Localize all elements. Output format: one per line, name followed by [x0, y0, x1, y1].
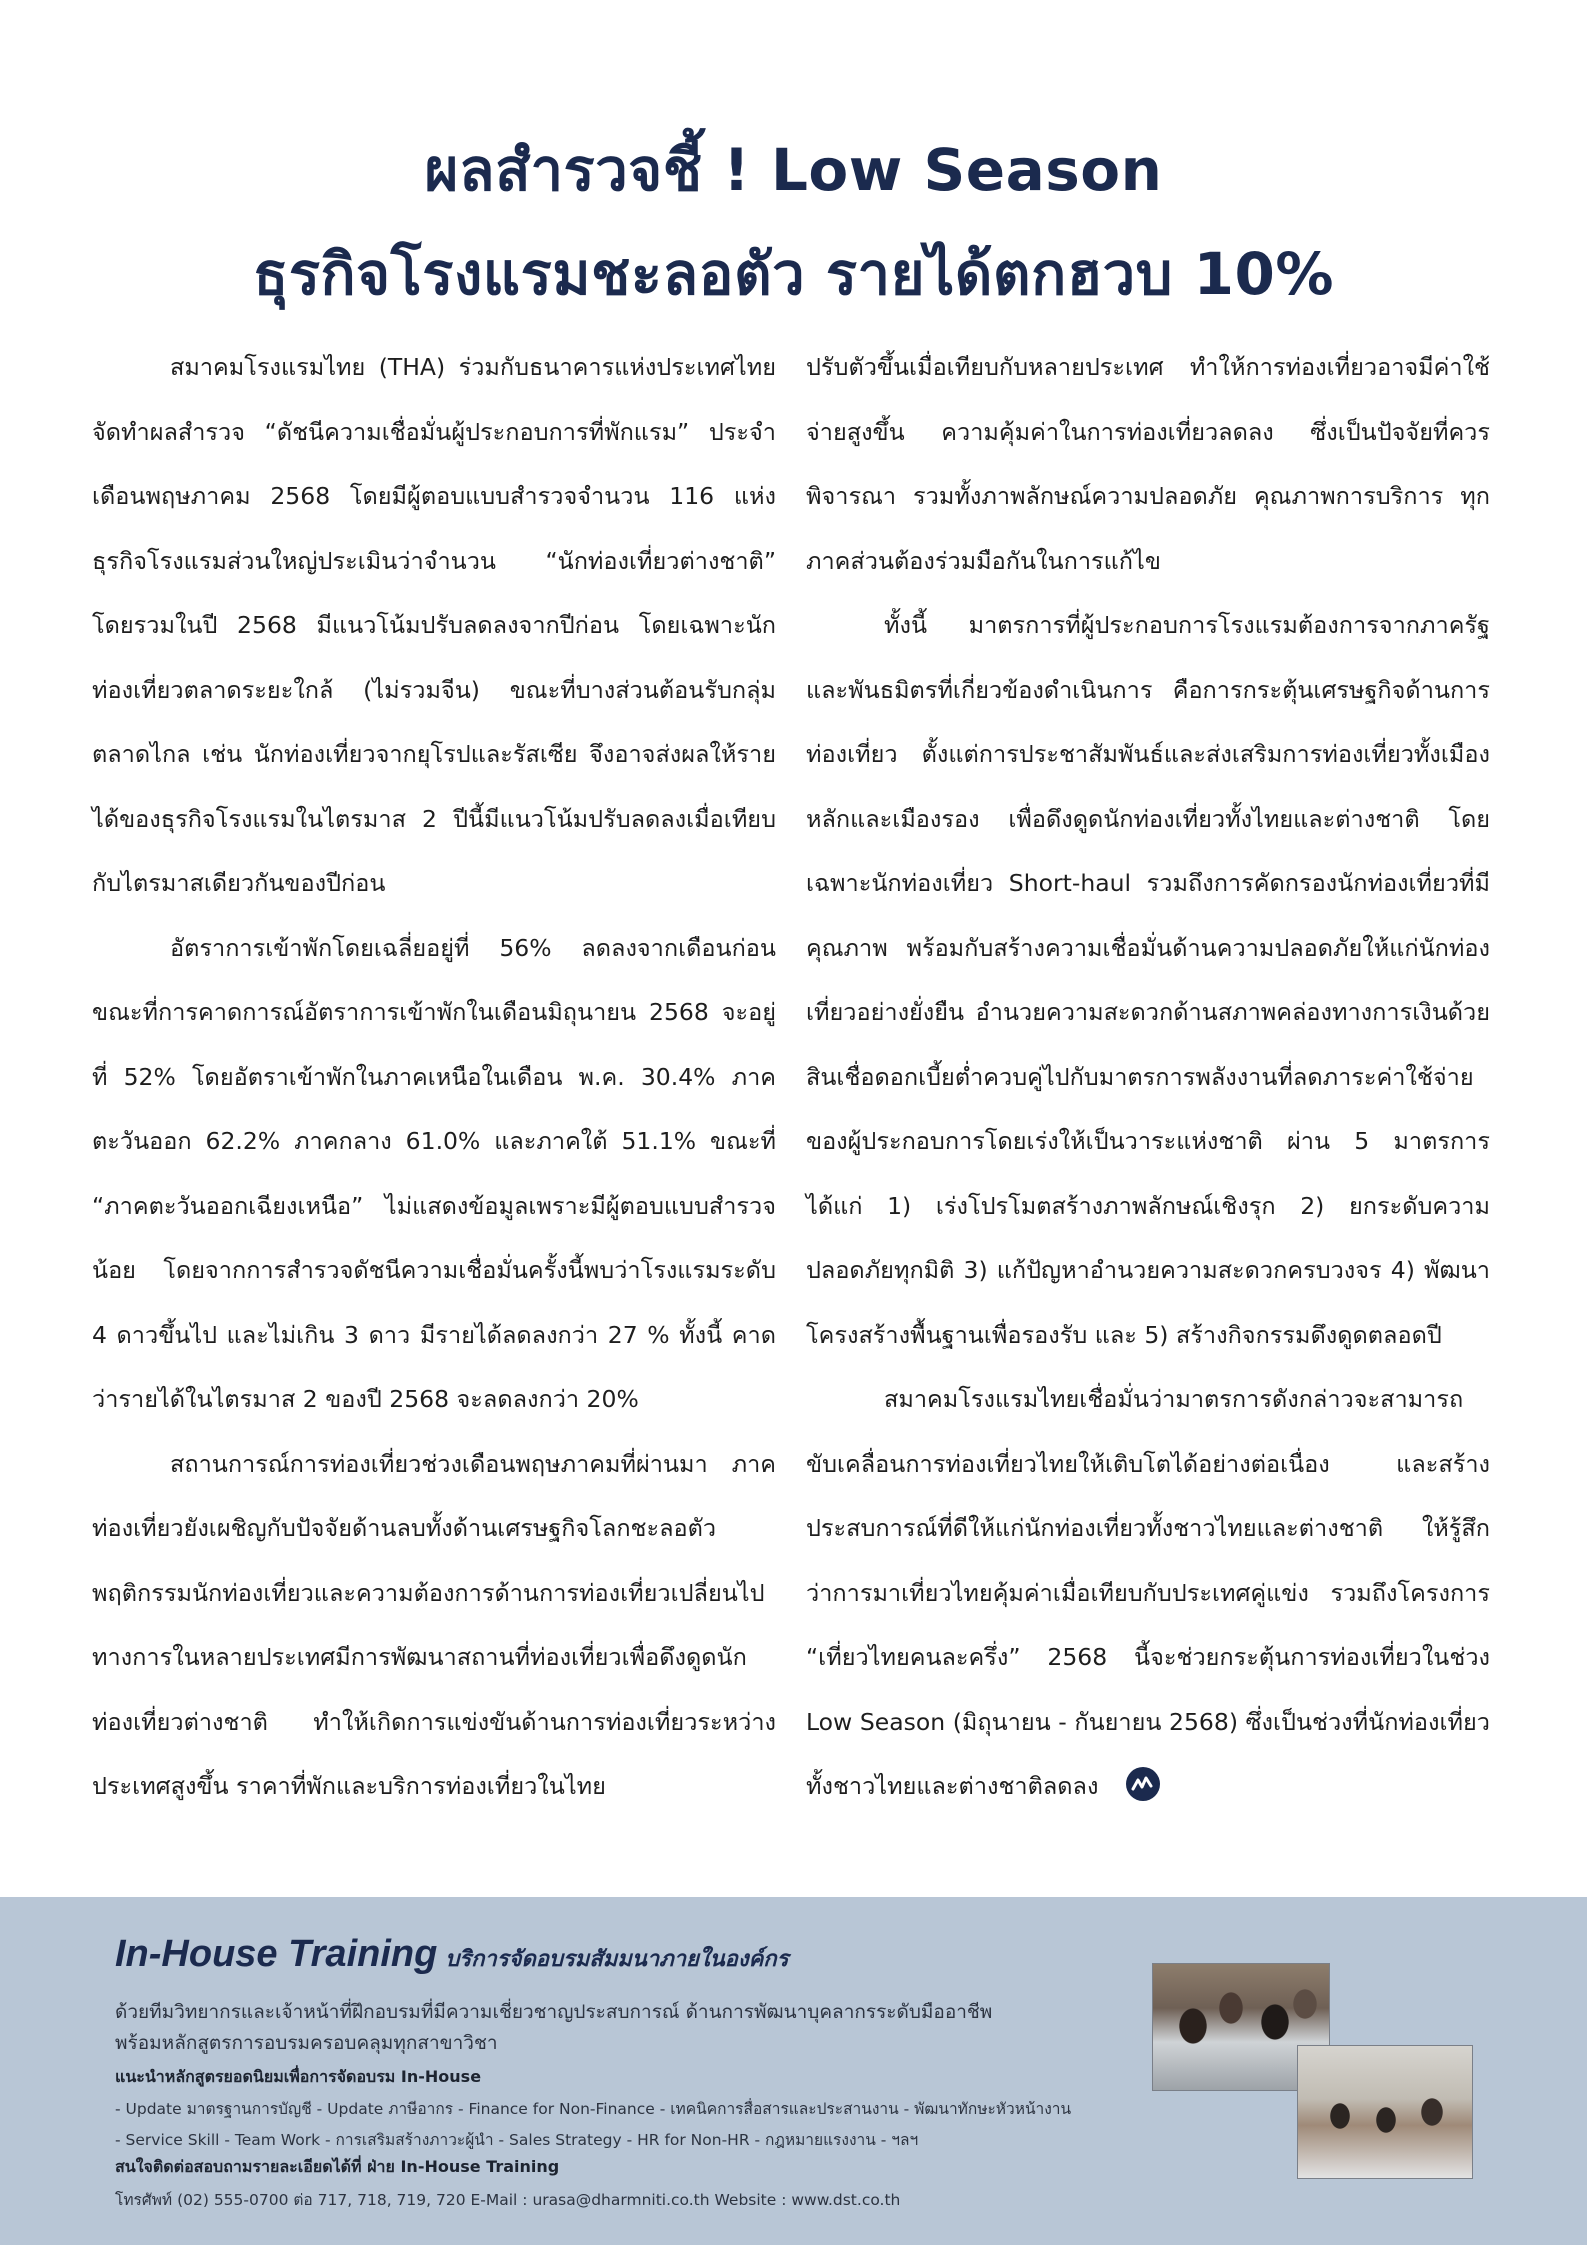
footer-desc-line-2: พร้อมหลักสูตรการอบรมครอบคลุมทุกสาขาวิชา — [115, 2032, 498, 2054]
paragraph-5 — [806, 1367, 1490, 1819]
footer-ad — [0, 1897, 1587, 2245]
footer-desc-line-1: ด้วยทีมวิทยากรและเจ้าหน้าที่ฝึกอบรมที่มีความเชี่ยวชาญประสบการณ์ ด้านการพัฒนาบุคลากรระดับมืออาชีพ — [115, 2001, 993, 2023]
article-body — [92, 335, 1490, 1855]
headline-line-1: ผลสำรวจชี้ ! Low Season — [424, 136, 1163, 204]
end-mark-icon — [1126, 1767, 1160, 1801]
paragraph-3: สถานการณ์การท่องเที่ยวช่วงเดือนพฤษภาคมที่ผ่านมา ภาคท่องเที่ยวยังเผชิญกับปัจจัยด้านลบทั้งด้านเศรษฐกิจโลกชะลอตัว พฤติกรรมนักท่องเที่ยวและความต้องการด้านการท่องเที่ยวเปลี่ยนไป ทางการในหลายประเทศมีการพัฒนาสถานที่ท่องเที่ยวเพื่อดึงดูดนักท่องเที่ยวต่างชาติ ทำให้เกิดการแข่งขันด้านการท่องเที่ยวระหว่างประเทศสูงขึ้น ราคาที่พักและบริการท่องเที่ยวในไทย — [92, 1449, 776, 1800]
paragraph-1: สมาคมโรงแรมไทย (THA) ร่วมกับธนาคารแห่งประเทศไทย จัดทำผลสำรวจ “ดัชนีความเชื่อมั่นผู้ประกอบการที่พักแรม” ประจำเดือนพฤษภาคม 2568 โดยมีผู้ตอบแบบสำรวจจำนวน 116 แห่ง ธุรกิจโรงแรมส่วนใหญ่ประเมินว่าจำนวน “นักท่องเที่ยวต่างชาติ” โดยรวมในปี 2568 มีแนวโน้มปรับลดลงจากปีก่อน โดยเฉพาะนักท่องเที่ยวตลาดระยะใกล้ (ไม่รวมจีน) ขณะที่บางส่วนต้อนรับกลุ่มตลาดไกล เช่น นักท่องเที่ยวจากยุโรปและรัสเซีย จึงอาจส่งผลให้รายได้ของธุรกิจโรงแรมในไตรมาส 2 ปีนี้มีแนวโน้มปรับลดลงเมื่อเทียบกับไตรมาสเดียวกันของปีก่อน — [92, 353, 776, 897]
paragraph-5-text: สมาคมโรงแรมไทยเชื่อมั่นว่ามาตรการดังกล่าวจะสามารถขับเคลื่อนการท่องเที่ยวไทยให้เติบโตได้อย่างต่อเนื่อง และสร้างประสบการณ์ที่ดีให้แก่นักท่องเที่ยวทั้งชาวไทยและต่างชาติ ให้รู้สึกว่าการมาเที่ยวไทยคุ้มค่าเมื่อเทียบกับประเทศคู่แข่ง รวมถึงโครงการ “เที่ยวไทยคนละครึ่ง” 2568 นี้จะช่วยกระตุ้นการท่องเที่ยวในช่วง Low Season (มิถุนายน - กันยายน 2568) ซึ่งเป็นช่วงที่นักท่องเที่ยวทั้งชาวไทยและต่างชาติลดลง — [806, 1385, 1490, 1800]
headline-line-2: ธุรกิจโรงแรมชะลอตัว รายได้ตกฮวบ 10% — [253, 240, 1334, 308]
training-photo-2 — [1297, 2045, 1473, 2179]
footer-contact-line: โทรศัพท์ (02) 555-0700 ต่อ 717, 718, 719, 720 E-Mail : urasa@dharmniti.co.th Website : www.dst.co.th — [115, 2191, 901, 2209]
footer-courses-heading: แนะนำหลักสูตรยอดนิยมเพื่อการจัดอบรม In-House — [115, 2067, 482, 2086]
footer-courses-line-2: - Service Skill - Team Work - การเสริมสร้างภาวะผู้นำ - Sales Strategy - HR for Non-HR - กฎหมายแรงงาน - ฯลฯ — [115, 2131, 919, 2149]
headline — [0, 118, 1587, 326]
paragraph-3-continued: ปรับตัวขึ้นเมื่อเทียบกับหลายประเทศ ทำให้การท่องเที่ยวอาจมีค่าใช้จ่ายสูงขึ้น ความคุ้มค่าในการท่องเที่ยวลดลง ซึ่งเป็นปัจจัยที่ควรพิจารณา รวมทั้งภาพลักษณ์ความปลอดภัย คุณภาพการบริการ ทุกภาคส่วนต้องร่วมมือกันในการแก้ไข — [806, 353, 1490, 575]
footer-courses-line-1: - Update มาตรฐานการบัญชี - Update ภาษีอากร - Finance for Non-Finance - เทคนิคการสื่อสารและประสานงาน - พัฒนาทักษะหัวหน้างาน — [115, 2100, 1072, 2118]
footer-title-sub: บริการจัดอบรมสัมมนาภายในองค์กร — [445, 1947, 789, 1972]
left-column — [92, 335, 776, 1855]
footer-title-main: In-House Training — [115, 1933, 438, 1975]
footer-title — [115, 1933, 788, 1976]
paragraph-2: อัตราการเข้าพักโดยเฉลี่ยอยู่ที่ 56% ลดลงจากเดือนก่อน ขณะที่การคาดการณ์อัตราการเข้าพักในเดือนมิถุนายน 2568 จะอยู่ที่ 52% โดยอัตราเข้าพักในภาคเหนือในเดือน พ.ค. 30.4% ภาคตะวันออก 62.2% ภาคกลาง 61.0% และภาคใต้ 51.1% ขณะที่ “ภาคตะวันออกเฉียงเหนือ” ไม่แสดงข้อมูลเพราะมีผู้ตอบแบบสำรวจน้อย โดยจากการสำรวจดัชนีความเชื่อมั่นครั้งนี้พบว่าโรงแรมระดับ 4 ดาวขึ้นไป และไม่เกิน 3 ดาว มีรายได้ลดลงกว่า 27 % ทั้งนี้ คาดว่ารายได้ในไตรมาส 2 ของปี 2568 จะลดลงกว่า 20% — [92, 933, 776, 1413]
paragraph-4: ทั้งนี้ มาตรการที่ผู้ประกอบการโรงแรมต้องการจากภาครัฐและพันธมิตรที่เกี่ยวข้องดำเนินการ คือการกระตุ้นเศรษฐกิจด้านการท่องเที่ยว ตั้งแต่การประชาสัมพันธ์และส่งเสริมการท่องเที่ยวทั้งเมืองหลักและเมืองรอง เพื่อดึงดูดนักท่องเที่ยวทั้งไทยและต่างชาติ โดยเฉพาะนักท่องเที่ยว Short-haul รวมถึงการคัดกรองนักท่องเที่ยวที่มีคุณภาพ พร้อมกับสร้างความเชื่อมั่นด้านความปลอดภัยให้แก่นักท่องเที่ยวอย่างยั่งยืน อำนวยความสะดวกด้านสภาพคล่องทางการเงินด้วยสินเชื่อดอกเบี้ยต่ำควบคู่ไปกับมาตรการพลังงานที่ลดภาระค่าใช้จ่ายของผู้ประกอบการโดยเร่งให้เป็นวาระแห่งชาติ ผ่าน 5 มาตรการ ได้แก่ 1) เร่งโปรโมตสร้างภาพลักษณ์เชิงรุก 2) ยกระดับความปลอดภัยทุกมิติ 3) แก้ปัญหาอำนวยความสะดวกครบวงจร 4) พัฒนาโครงสร้างพื้นฐานเพื่อรองรับ และ 5) สร้างกิจกรรมดึงดูดตลอดปี — [806, 611, 1490, 1349]
footer-contact-heading: สนใจติดต่อสอบถามรายละเอียดได้ที่ ฝ่าย In-House Training — [115, 2157, 560, 2176]
right-column — [806, 335, 1490, 1855]
